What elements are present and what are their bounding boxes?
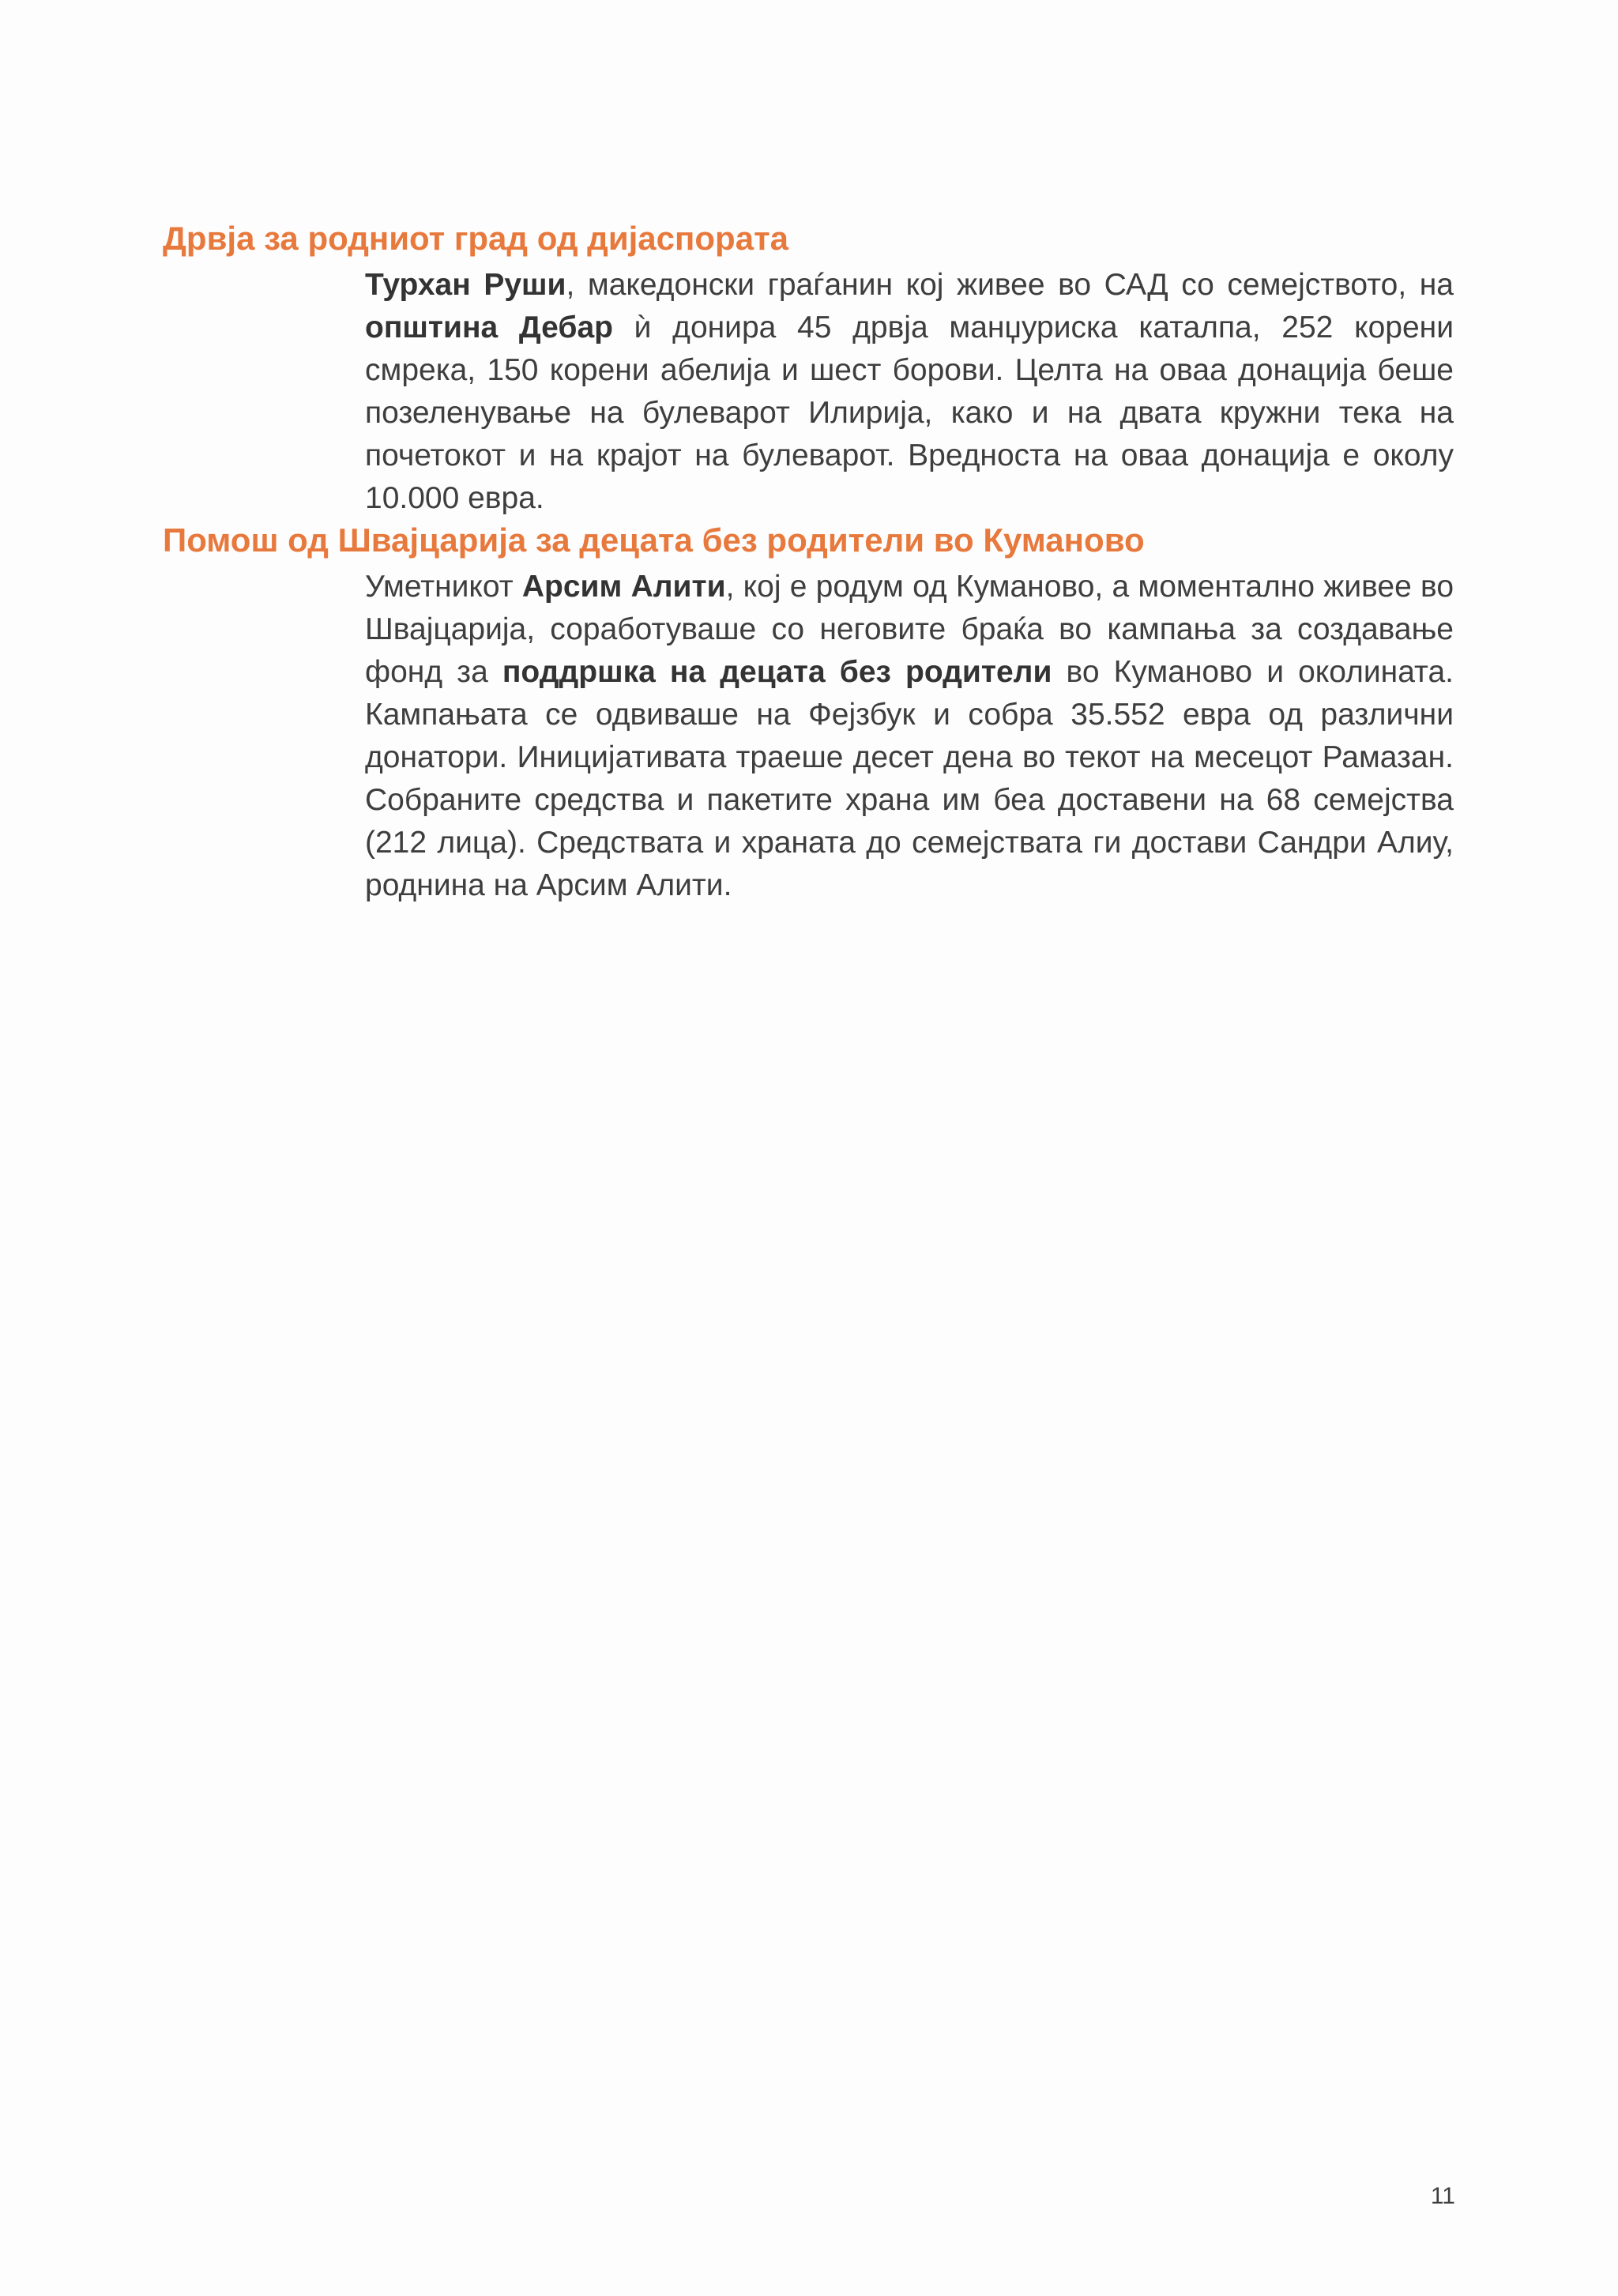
paragraph-text: , македонски граѓанин кој живее во САД со семејството, на (566, 268, 1454, 302)
donor-name-bold: Турхан Руши (365, 268, 566, 302)
section-paragraph-switzerland-help (365, 566, 1454, 907)
paragraph-text: , кој е родум од Куманово, а моментално живее во Швајцарија, соработуваше со неговите браќа во кампања за создавање фонд за (365, 570, 1454, 689)
municipality-name-bold: општина Дебар (365, 311, 613, 344)
page-number: 11 (1430, 2183, 1455, 2209)
paragraph-text: во Куманово и околината. Кампањата се одвиваше на Фејзбук и собра 35.552 евра од различни донатори. Иницијативата траеше десет дена во текот на месецот Рамазан. Собраните средства и пакетите храна им беа доставени на 68 семејства (212 лица). Средствата и храната до семејствата ги достави Сандри Алиу, роднина на Арсим Алити. (365, 655, 1454, 902)
paragraph-text: Уметникот (365, 570, 522, 604)
support-cause-bold: поддршка на децата без родители (502, 655, 1052, 689)
paragraph-text: ѝ донира 45 дрвја манџуриска каталпа, 252 корени смрека, 150 корени абелија и шест борови. Целта на оваа донација беше позеленување на булеварот Илирија, како и на двата кружни тека на почетокот и на крајот на булеварот. Вредноста на оваа донација е околу 10.000 евра. (365, 311, 1454, 515)
artist-name-bold: Арсим Алити (521, 570, 726, 604)
section-paragraph-trees-donation (365, 264, 1454, 520)
section-title-switzerland-help: Помош од Швајцарија за децата без родители во Куманово (163, 521, 1145, 559)
section-title-trees-donation: Дрвја за родниот град од дијаспората (163, 220, 788, 257)
